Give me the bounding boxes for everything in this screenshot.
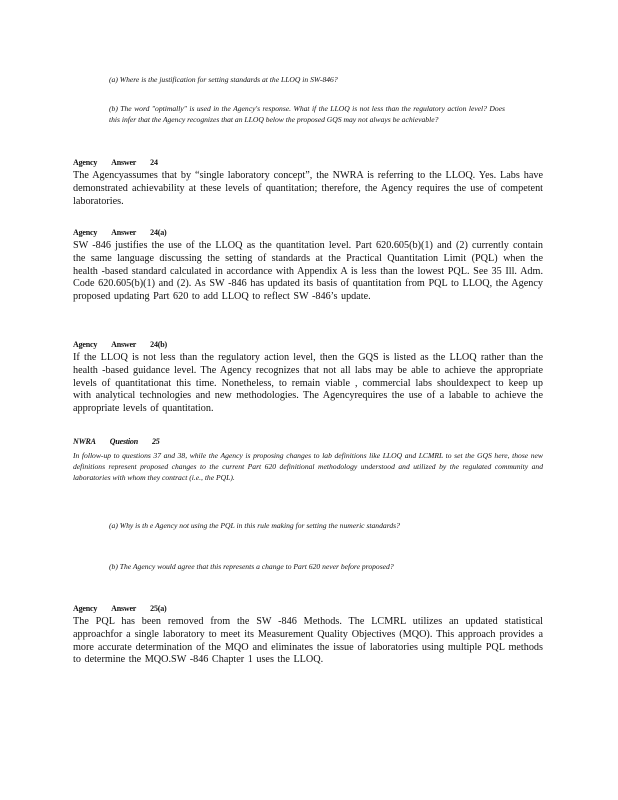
answer-24b-number: 24(b) xyxy=(150,340,167,349)
answer-24a-word: Answer xyxy=(111,228,137,237)
answer-24b-word: Answer xyxy=(111,340,137,349)
question-25-part-b: (b) The Agency would agree that this represents a change to Part 620 never before proposed? xyxy=(109,562,394,571)
answer-24-text: The Agencyassumes that by “single laboratory concept”, the NWRA is referring to the LLOQ. Yes. Labs have demonstrated achievability at these levels of quantitation; therefore, the Agency requires the use of competent laboratories. xyxy=(73,170,543,207)
question-25-text: In follow-up to questions 37 and 38, while the Agency is proposing changes to lab definitions like LLOQ and LCMRL to set the GQS here, those new definitions represent proposed changes to the current Part 620 definitional methodology understood and utilized by the regulated community and laboratories with whom they contract (i.e., the PQL). xyxy=(73,451,543,482)
answer-25a-header xyxy=(73,604,543,614)
answer-24a-text: SW -846 justifies the use of the LLOQ as the quantitation level. Part 620.605(b)(1) and (2) currently contain the same language discussing the setting of standards at the Practical Quantitation Limit (PQL) when the health -based standard calculated in accordance with Appendix A is less than the lowest PQL. See 35 Ill. Adm. Code 620.605(b)(1) and (2). As SW -846 has updated its basis of quantitation from PQL to LLOQ, the Agency proposed updating Part 620 to add LLOQ to reflect SW -846’s update. xyxy=(73,240,543,303)
answer-24-number: 24 xyxy=(150,158,158,167)
answer-24-label: Agency xyxy=(73,158,98,167)
question-25-header xyxy=(73,437,543,447)
answer-25a-number: 25(a) xyxy=(150,604,167,613)
question-24-part-a: (a) Where is the justification for setting standards at the LLOQ in SW-846? xyxy=(109,75,338,84)
answer-24b-text: If the LLOQ is not less than the regulatory action level, then the GQS is listed as the LLOQ rather than the health -based guidance level. The Agency recognizes that not all labs may be able to achieve the appropriate levels of quantitationat this time. Nonetheless, to remain viable , commercial labs shouldexpect to keep up with analytical technologies and new methodologies. The Agencyrequires the use of a labable to achieve the appropriate levels of quantitation. xyxy=(73,352,543,415)
answer-24-header xyxy=(73,158,543,168)
answer-24b-label: Agency xyxy=(73,340,98,349)
answer-24b-header xyxy=(73,340,543,350)
answer-24-word: Answer xyxy=(111,158,137,167)
answer-24a-header xyxy=(73,228,543,238)
answer-24a-number: 24(a) xyxy=(150,228,167,237)
answer-25a-text: The PQL has been removed from the SW -846 Methods. The LCMRL utilizes an updated statistical approachfor a single laboratory to meet its Measurement Quality Objectives (MQO). This approach provides a more accurate determination of the MQO and eliminates the issue of laboratories using multiple PQL methods to determine the MQO.SW -846 Chapter 1 uses the LLOQ. xyxy=(73,616,543,666)
answer-25a-label: Agency xyxy=(73,604,98,613)
question-25-number: 25 xyxy=(151,437,160,446)
question-25-word: Question xyxy=(109,437,138,446)
question-25-label: NWRA xyxy=(73,437,96,446)
answer-25a-word: Answer xyxy=(111,604,137,613)
question-24-part-b: (b) The word "optimally" is used in the Agency's response. What if the LLOQ is not less than the regulatory action level? Does this infer that the Agency recognizes that an LLOQ below the proposed GQS may not always be achievable? xyxy=(109,104,505,124)
answer-24a-label: Agency xyxy=(73,228,98,237)
question-25-part-a: (a) Why is th e Agency not using the PQL in this rule making for setting the numeric standards? xyxy=(109,521,400,530)
